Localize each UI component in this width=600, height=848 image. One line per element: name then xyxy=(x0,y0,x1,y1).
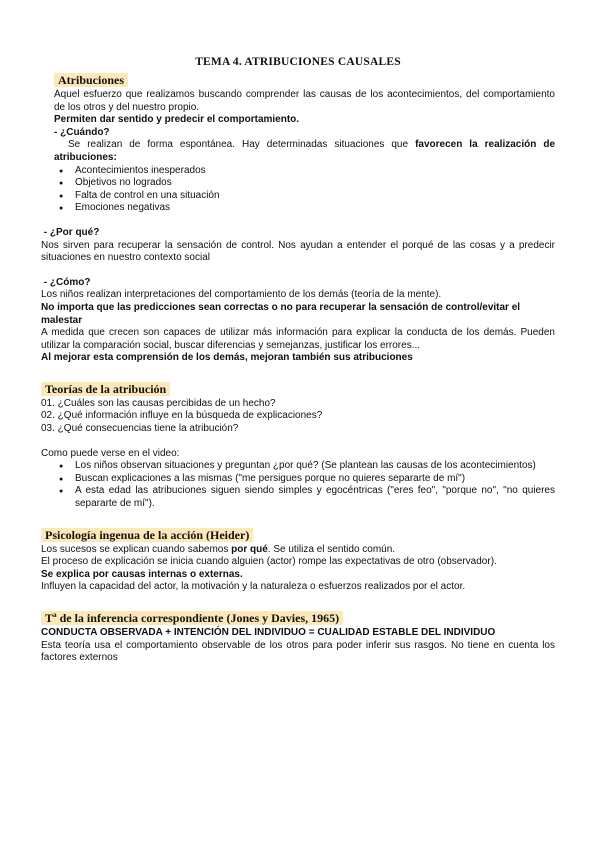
section-inferencia xyxy=(41,611,555,627)
section-heading: Teorías de la atribución xyxy=(41,382,170,396)
list-item: ● Los niños observan situaciones y preguntan ¿por qué? (Se plantean las causas de los acontecimientos) xyxy=(75,460,555,473)
list-item: 02. ¿Qué información influye en la búsqueda de explicaciones? xyxy=(41,410,323,422)
paragraph xyxy=(41,139,555,164)
text-span: . Se utiliza el sentido común. xyxy=(267,543,396,555)
label-span: - ¿Por qué? xyxy=(43,226,100,238)
paragraph: Como puede verse en el video: xyxy=(41,447,180,459)
text-span: Se realizan de forma espontánea. Hay determinadas situaciones que xyxy=(68,139,416,151)
subheading-porque xyxy=(41,227,555,240)
bold-statement: No importa que las predicciones sean correctas o no para recuperar la sensación de control/evitar el malestar xyxy=(41,301,521,326)
bold-span: favorecen la realización de atribuciones: xyxy=(54,139,556,163)
bold-statement: Permiten dar sentido y predecir el comportamiento. xyxy=(54,114,300,126)
list-item: ● Objetivos no logrados xyxy=(75,177,555,190)
list-item: ● Buscan explicaciones a las mismas ("me persigues porque no quieres separarte de mí") xyxy=(75,473,555,486)
section-heading: Atribuciones xyxy=(54,73,128,87)
text-span: Los sucesos se explican cuando sabemos xyxy=(41,543,232,555)
paragraph: Aquel esfuerzo que realizamos buscando comprender las causas de los acontecimientos, del comportamiento de los otros y del nuestro propio. xyxy=(54,89,555,113)
page-title: TEMA 4. ATRIBUCIONES CAUSALES xyxy=(195,56,401,68)
question-list xyxy=(41,398,555,436)
bullet-list xyxy=(41,460,555,510)
paragraph xyxy=(41,544,555,557)
document-page xyxy=(41,56,555,665)
formula: CONDUCTA OBSERVADA + INTENCIÓN DEL INDIVIDUO = CUALIDAD ESTABLE DEL INDIVIDUO xyxy=(41,627,496,638)
list-item: 01. ¿Cuáles son las causas percibidas de un hecho? xyxy=(41,397,276,409)
paragraph: Esta teoría usa el comportamiento observable de los otros para poder inferir sus rasgos. No tiene en cuenta los factores externos xyxy=(41,639,555,664)
paragraph: A medida que crecen son capaces de utilizar más información para explicar la conducta de los demás. Pueden utilizar la comparación social, buscar diferencias y semejanzas, justificar los errores... xyxy=(41,327,555,351)
section-teorias xyxy=(41,382,555,398)
section-heading: Psicología ingenua de la acción (Heider) xyxy=(41,528,253,542)
paragraph: Influyen la capacidad del actor, la motivación y la naturaleza o esfuerzos realizados por el actor. xyxy=(41,581,466,593)
bold-span: por qué xyxy=(231,543,268,555)
paragraph: Los niños realizan interpretaciones del comportamiento de los demás (teoría de la mente). xyxy=(41,289,442,301)
list-item: ● Falta de control en una situación xyxy=(75,190,555,203)
list-item: 03. ¿Qué consecuencias tiene la atribución? xyxy=(41,423,239,435)
bullet-list xyxy=(41,165,555,215)
list-item: ● A esta edad las atribuciones siguen siendo simples y egocéntricas ("eres feo", "porque no", "no quieres separarte de mí"). xyxy=(75,485,555,510)
list-item: ● Acontecimientos inesperados xyxy=(75,165,555,178)
subheading-como xyxy=(41,277,555,290)
label-span: - ¿Cómo? xyxy=(43,276,91,288)
paragraph: El proceso de explicación se inicia cuando alguien (actor) rompe las expectativas de otro (observador). xyxy=(41,556,497,568)
section-heading: Tª de la inferencia correspondiente (Jones y Davies, 1965) xyxy=(41,611,343,625)
bold-statement: Se explica por causas internas o externas. xyxy=(41,568,243,580)
paragraph: Nos sirven para recuperar la sensación de control. Nos ayudan a entender el porqué de las cosas y a predecir situaciones en nuestro contexto social xyxy=(41,239,555,264)
section-heider xyxy=(41,528,555,544)
bold-statement: Al mejorar esta comprensión de los demás, mejoran también sus atribuciones xyxy=(41,352,413,364)
list-item: ● Emociones negativas xyxy=(75,202,555,215)
section-atribuciones xyxy=(41,73,555,89)
subheading-cuando: - ¿Cuándo? xyxy=(54,126,110,138)
